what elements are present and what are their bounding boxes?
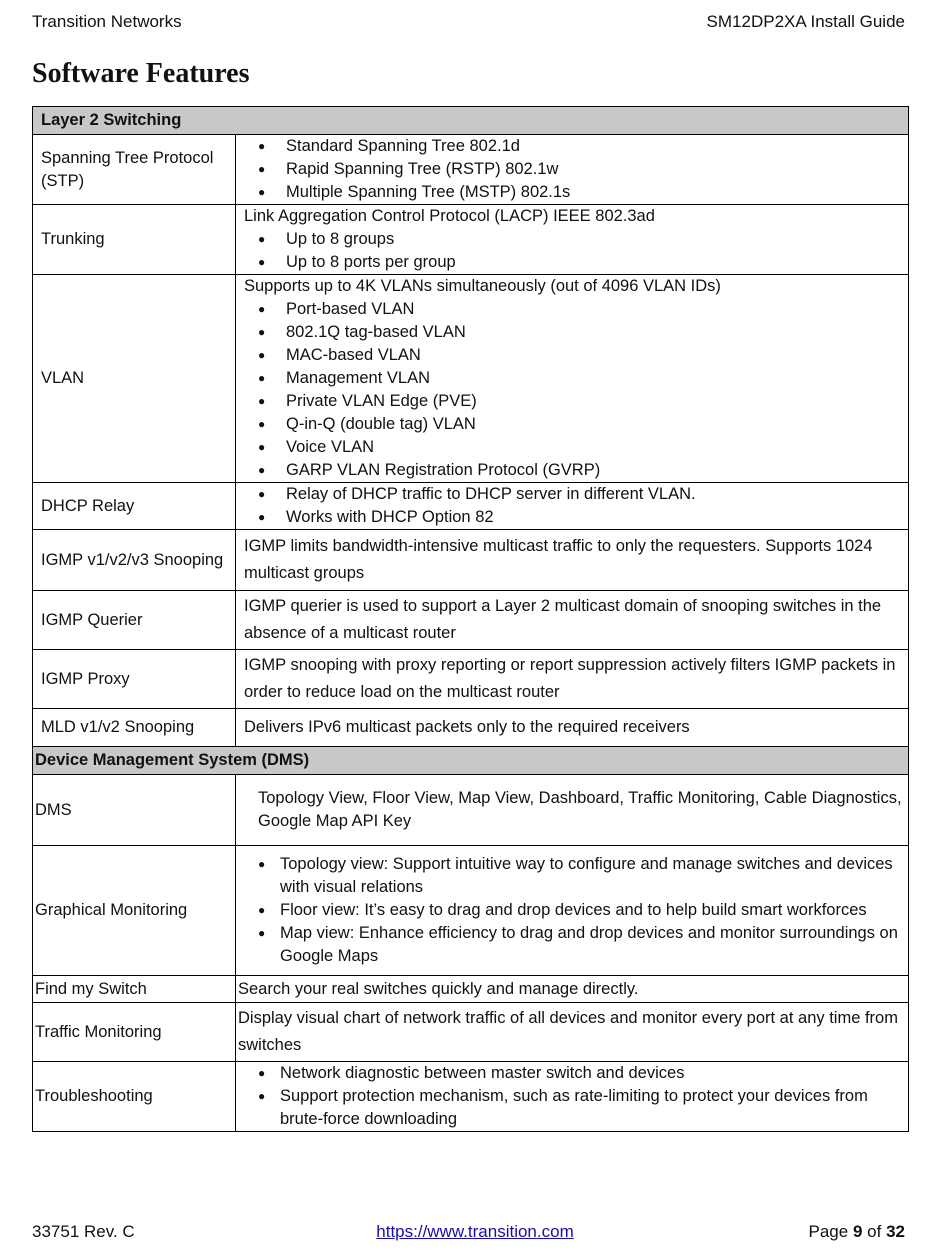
list-item: ● Multiple Spanning Tree (MSTP) 802.1s: [244, 181, 902, 204]
list-item: ● Voice VLAN: [244, 436, 902, 459]
header-company: Transition Networks: [32, 12, 182, 31]
list-item: ● Map view: Enhance efficiency to drag and drop devices and monitor surroundings on Google Maps: [238, 922, 902, 968]
page-number: [809, 1222, 905, 1242]
page-total: 32: [886, 1222, 905, 1241]
row-text: Topology View, Floor View, Map View, Dashboard, Traffic Monitoring, Cable Diagnostics, Google Map API Key: [258, 789, 902, 830]
row-label: Trunking: [33, 205, 236, 275]
list-item: ● Standard Spanning Tree 802.1d: [244, 135, 902, 158]
row-label: VLAN: [33, 275, 236, 483]
row-label: Graphical Monitoring: [33, 846, 236, 976]
row-description: [236, 846, 909, 976]
table-row: [33, 483, 909, 530]
table-row: [33, 976, 909, 1003]
table-row: [33, 205, 909, 275]
list-item: ● Support protection mechanism, such as rate-limiting to protect your devices from brute-force downloading: [238, 1085, 902, 1131]
row-description: [236, 135, 909, 205]
section-header-row: [33, 747, 909, 775]
bullet-list: [238, 853, 902, 968]
row-description: [236, 275, 909, 483]
page-of: of: [867, 1222, 882, 1241]
list-item: ● Topology view: Support intuitive way to configure and manage switches and devices with visual relations: [238, 853, 902, 899]
section-dms-title: Device Management System (DMS): [33, 747, 909, 775]
list-item: ● Floor view: It’s easy to drag and drop devices and to help build smart workforces: [238, 899, 902, 922]
table-row: [33, 591, 909, 650]
row-label: Find my Switch: [33, 976, 236, 1003]
bullet-list: [238, 1062, 902, 1131]
page-current: 9: [852, 1222, 863, 1241]
bullet-list: [244, 228, 902, 274]
list-item: ● Private VLAN Edge (PVE): [244, 390, 902, 413]
row-intro: Link Aggregation Control Protocol (LACP) IEEE 802.3ad: [244, 207, 655, 225]
table-row: [33, 135, 909, 205]
table-row: [33, 709, 909, 747]
list-item: ● GARP VLAN Registration Protocol (GVRP): [244, 459, 902, 482]
list-item: ● 802.1Q tag-based VLAN: [244, 321, 902, 344]
table-row: [33, 775, 909, 846]
row-description: [236, 205, 909, 275]
website-link[interactable]: https://www.transition.com: [376, 1222, 574, 1241]
bullet-list: [244, 135, 902, 204]
header-guide-title: SM12DP2XA Install Guide: [706, 12, 905, 31]
row-description: [236, 483, 909, 530]
row-description: Search your real switches quickly and manage directly.: [236, 976, 909, 1003]
footer-revision: 33751 Rev. C: [32, 1222, 135, 1241]
row-label: IGMP Proxy: [33, 650, 236, 709]
table-row: [33, 650, 909, 709]
section-layer2-title: Layer 2 Switching: [33, 107, 909, 135]
list-item: ● Relay of DHCP traffic to DHCP server in different VLAN.: [244, 483, 902, 506]
row-label: DHCP Relay: [33, 483, 236, 530]
bullet-list: [244, 298, 902, 482]
row-label: IGMP Querier: [33, 591, 236, 650]
list-item: ● Q-in-Q (double tag) VLAN: [244, 413, 902, 436]
row-label: Spanning Tree Protocol (STP): [33, 135, 236, 205]
footer-link-wrap: [0, 1222, 950, 1242]
table-row: [33, 846, 909, 976]
list-item: ● Works with DHCP Option 82: [244, 506, 902, 529]
row-intro: Supports up to 4K VLANs simultaneously (out of 4096 VLAN IDs): [244, 277, 721, 295]
table-row: [33, 1003, 909, 1062]
list-item: ● Up to 8 groups: [244, 228, 902, 251]
row-description: Display visual chart of network traffic of all devices and monitor every port at any time from switches: [236, 1003, 909, 1062]
section-header-row: [33, 107, 909, 135]
row-label: DMS: [33, 775, 236, 846]
table-row: [33, 1062, 909, 1132]
table-row: [33, 530, 909, 591]
page-prefix: Page: [808, 1222, 849, 1241]
row-label: Traffic Monitoring: [33, 1003, 236, 1062]
bullet-list: [244, 483, 902, 529]
row-description: IGMP snooping with proxy reporting or report suppression actively filters IGMP packets in order to reduce load on the multicast router: [236, 650, 909, 709]
row-description: Delivers IPv6 multicast packets only to the required receivers: [236, 709, 909, 747]
row-description: [236, 775, 909, 846]
row-label: MLD v1/v2 Snooping: [33, 709, 236, 747]
list-item: ● Network diagnostic between master switch and devices: [238, 1062, 902, 1085]
list-item: ● MAC-based VLAN: [244, 344, 902, 367]
list-item: ● Rapid Spanning Tree (RSTP) 802.1w: [244, 158, 902, 181]
page-title: Software Features: [32, 58, 250, 89]
list-item: ● Up to 8 ports per group: [244, 251, 902, 274]
table-row: [33, 275, 909, 483]
row-label: Troubleshooting: [33, 1062, 236, 1132]
features-table: [32, 106, 909, 1132]
list-item: ● Port-based VLAN: [244, 298, 902, 321]
list-item: ● Management VLAN: [244, 367, 902, 390]
row-label: IGMP v1/v2/v3 Snooping: [33, 530, 236, 591]
row-description: IGMP limits bandwidth-intensive multicast traffic to only the requesters. Supports 1024 multicast groups: [236, 530, 909, 591]
row-description: IGMP querier is used to support a Layer 2 multicast domain of snooping switches in the absence of a multicast router: [236, 591, 909, 650]
row-description: [236, 1062, 909, 1132]
